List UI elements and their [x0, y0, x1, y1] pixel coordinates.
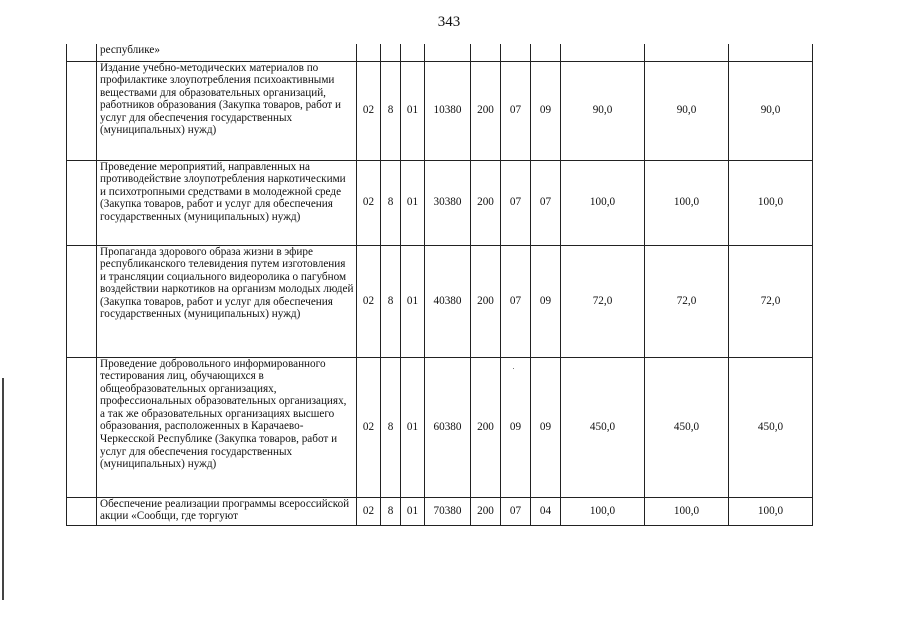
code-cell: 09: [531, 61, 561, 160]
item-name: Пропаганда здорового образа жизни в эфире республиканского телевидения путем изготовления и трансляции социального видеоролика о пагубном воздействии наркотиков на организм молодых людей (Закупка товаров, работ и услуг для обеспечения государственных (муниципальных) нужд): [97, 245, 357, 357]
scan-speck: [513, 368, 514, 369]
item-name: Проведение мероприятий, направленных на противодействие злоупотребления наркотическими и психотропными средствами в молодежной среде (Закупка товаров, работ и услуг для обеспечения государственных (муниципальных) нужд): [97, 160, 357, 245]
row-marker-cell: [67, 357, 97, 497]
amount-cell: 450,0: [729, 357, 813, 497]
code-cell: [501, 44, 531, 61]
code-cell: 8: [381, 61, 401, 160]
code-cell: 01: [401, 160, 425, 245]
table-row: [67, 61, 813, 160]
amount-cell: 100,0: [729, 497, 813, 525]
code-cell: 60380: [425, 357, 471, 497]
item-name: республике»: [97, 44, 357, 61]
amount-cell: 72,0: [561, 245, 645, 357]
code-cell: 8: [381, 245, 401, 357]
code-cell: 07: [501, 497, 531, 525]
code-cell: 200: [471, 160, 501, 245]
code-cell: 8: [381, 160, 401, 245]
code-cell: 01: [401, 61, 425, 160]
code-cell: 07: [501, 160, 531, 245]
code-cell: 200: [471, 245, 501, 357]
code-cell: 200: [471, 357, 501, 497]
row-marker-cell: [67, 160, 97, 245]
amount-cell: 72,0: [729, 245, 813, 357]
amount-cell: 450,0: [561, 357, 645, 497]
code-cell: [471, 44, 501, 61]
code-cell: [531, 44, 561, 61]
code-cell: 02: [357, 357, 381, 497]
amount-cell: [729, 44, 813, 61]
code-cell: 01: [401, 497, 425, 525]
code-cell: 04: [531, 497, 561, 525]
code-cell: 02: [357, 61, 381, 160]
table-row: [67, 357, 813, 497]
amount-cell: 100,0: [645, 160, 729, 245]
amount-cell: [561, 44, 645, 61]
row-marker-cell: [67, 245, 97, 357]
item-name: Обеспечение реализации программы всероссийской акции «Сообщи, где торгуют: [97, 497, 357, 525]
amount-cell: 100,0: [645, 497, 729, 525]
code-cell: 02: [357, 497, 381, 525]
code-cell: [381, 44, 401, 61]
amount-cell: 100,0: [729, 160, 813, 245]
table-row: [67, 44, 813, 61]
code-cell: 07: [531, 160, 561, 245]
row-marker-cell: [67, 61, 97, 160]
item-name: Проведение добровольного информированного тестирования лиц, обучающихся в общеобразовательных организациях, профессиональных образовательных организациях, а так же образовательных организациях высшего образования, расположенных в Карачаево-Черкесской Республике (Закупка товаров, работ и услуг для обеспечения государственных (муниципальных) нужд): [97, 357, 357, 497]
budget-table: [66, 44, 813, 526]
row-marker-cell: [67, 44, 97, 61]
code-cell: 8: [381, 357, 401, 497]
code-cell: 07: [501, 245, 531, 357]
code-cell: 8: [381, 497, 401, 525]
amount-cell: 90,0: [561, 61, 645, 160]
code-cell: [401, 44, 425, 61]
code-cell: 02: [357, 245, 381, 357]
code-cell: 09: [531, 357, 561, 497]
code-cell: 40380: [425, 245, 471, 357]
code-cell: 09: [531, 245, 561, 357]
item-name: Издание учебно-методических материалов по профилактике злоупотребления психоактивными веществами для образовательных организаций, работников образования (Закупка товаров, работ и услуг для обеспечения государственных (муниципальных) нужд): [97, 61, 357, 160]
code-cell: 07: [501, 61, 531, 160]
scan-edge-line: [2, 378, 4, 600]
code-cell: 01: [401, 245, 425, 357]
code-cell: 01: [401, 357, 425, 497]
amount-cell: 100,0: [561, 497, 645, 525]
code-cell: 200: [471, 497, 501, 525]
code-cell: 10380: [425, 61, 471, 160]
table-row: [67, 497, 813, 525]
code-cell: 09: [501, 357, 531, 497]
amount-cell: 72,0: [645, 245, 729, 357]
amount-cell: 450,0: [645, 357, 729, 497]
amount-cell: 90,0: [729, 61, 813, 160]
code-cell: [425, 44, 471, 61]
amount-cell: 100,0: [561, 160, 645, 245]
amount-cell: 90,0: [645, 61, 729, 160]
table-row: [67, 160, 813, 245]
code-cell: 02: [357, 160, 381, 245]
code-cell: 70380: [425, 497, 471, 525]
amount-cell: [645, 44, 729, 61]
row-marker-cell: [67, 497, 97, 525]
code-cell: 200: [471, 61, 501, 160]
code-cell: [357, 44, 381, 61]
code-cell: 30380: [425, 160, 471, 245]
page-number: 343: [437, 14, 461, 30]
table-row: [67, 245, 813, 357]
